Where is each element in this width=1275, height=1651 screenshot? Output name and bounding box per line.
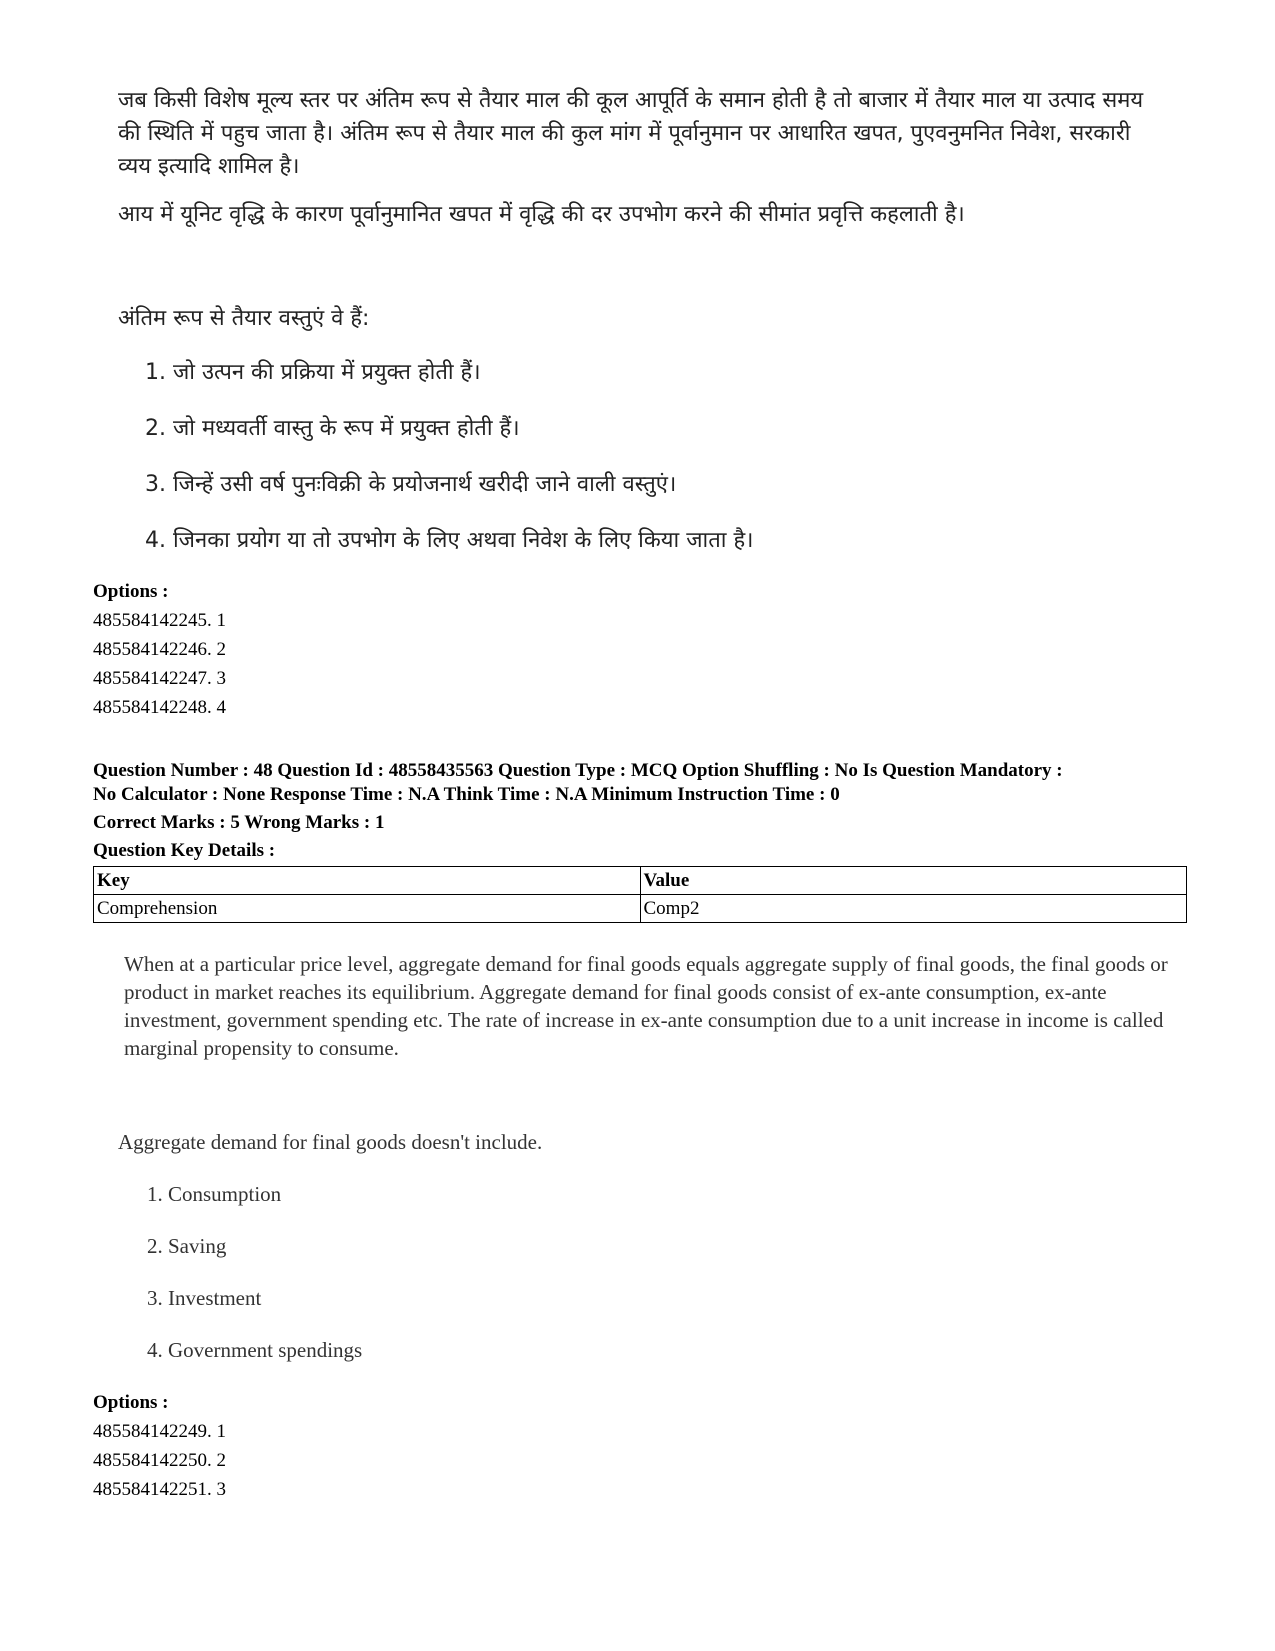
options-heading: Options : <box>93 581 169 602</box>
option-item: 485584142246. 2 <box>93 639 226 660</box>
hindi-statement-3: 3. जिन्हें उसी वर्ष पुनःविक्री के प्रयोजनार्थ खरीदी जाने वाली वस्तुएं। <box>145 472 677 497</box>
english-statement-3: 3. Investment <box>147 1286 262 1310</box>
hindi-passage-paragraph-2: आय में यूनिट वृद्धि के कारण पूर्वानुमानित खपत में वृद्धि की दर उपभोग करने की सीमांत प्रवृत्ति कहलाती है। <box>118 202 965 227</box>
table-row <box>94 895 1187 923</box>
option-item: 485584142249. 1 <box>93 1421 226 1442</box>
hindi-statement-1: 1. जो उत्पन की प्रक्रिया में प्रयुक्त होती हैं। <box>145 360 481 385</box>
option-item: 485584142247. 3 <box>93 668 226 689</box>
english-statement-1: 1. Consumption <box>147 1182 282 1206</box>
english-statement-2: 2. Saving <box>147 1234 227 1258</box>
hindi-statement-2: 2. जो मध्यवर्ती वास्तु के रूप में प्रयुक्त होती हैं। <box>145 416 520 441</box>
table-cell-key: Comprehension <box>94 895 641 923</box>
question-meta-line-2: No Calculator : None Response Time : N.A Think Time : N.A Minimum Instruction Time : 0 <box>93 784 840 805</box>
table-header-key: Key <box>94 867 641 895</box>
option-item: 485584142251. 3 <box>93 1479 226 1500</box>
table-header-row <box>94 867 1187 895</box>
question-marks: Correct Marks : 5 Wrong Marks : 1 <box>93 812 385 833</box>
question-meta-line-1: Question Number : 48 Question Id : 48558435563 Question Type : MCQ Option Shuffling : No Is Question Mandatory : <box>93 760 1063 781</box>
question-key-table <box>93 866 1187 923</box>
english-question-text: Aggregate demand for final goods doesn't include. <box>118 1130 543 1154</box>
options-heading: Options : <box>93 1392 169 1413</box>
hindi-passage-paragraph-1: जब किसी विशेष मूल्य स्तर पर अंतिम रूप से तैयार माल की कूल आपूर्ति के समान होती है तो बाजार में तैयार माल या उत्पाद समय की स्थिति में पहुच जाता है। अंतिम रूप से तैयार माल की कुल मांग में पूर्वानुमान पर आधारित खपत, पुएवनुमनित निवेश, सरकारी व्यय इत्यादि शामिल है। <box>118 88 1144 179</box>
english-statement-4: 4. Government spendings <box>147 1338 363 1362</box>
hindi-statement-4: 4. जिनका प्रयोग या तो उपभोग के लिए अथवा निवेश के लिए किया जाता है। <box>145 528 754 553</box>
option-item: 485584142245. 1 <box>93 610 226 631</box>
table-cell-value: Comp2 <box>640 895 1187 923</box>
table-header-value: Value <box>640 867 1187 895</box>
english-passage: When at a particular price level, aggregate demand for final goods equals aggregate supply of final goods, the final goods or product in market reaches its equilibrium. Aggregate demand for final goods consist of ex-ante consumption, ex-ante investment, government spending etc. The rate of increase in ex-ante consumption due to a unit increase in income is called marginal propensity to consume. <box>124 952 1168 1060</box>
hindi-question-text: अंतिम रूप से तैयार वस्तुएं वे हैं: <box>118 306 370 331</box>
option-item: 485584142248. 4 <box>93 697 226 718</box>
option-item: 485584142250. 2 <box>93 1450 226 1471</box>
question-key-details-label: Question Key Details : <box>93 840 276 861</box>
